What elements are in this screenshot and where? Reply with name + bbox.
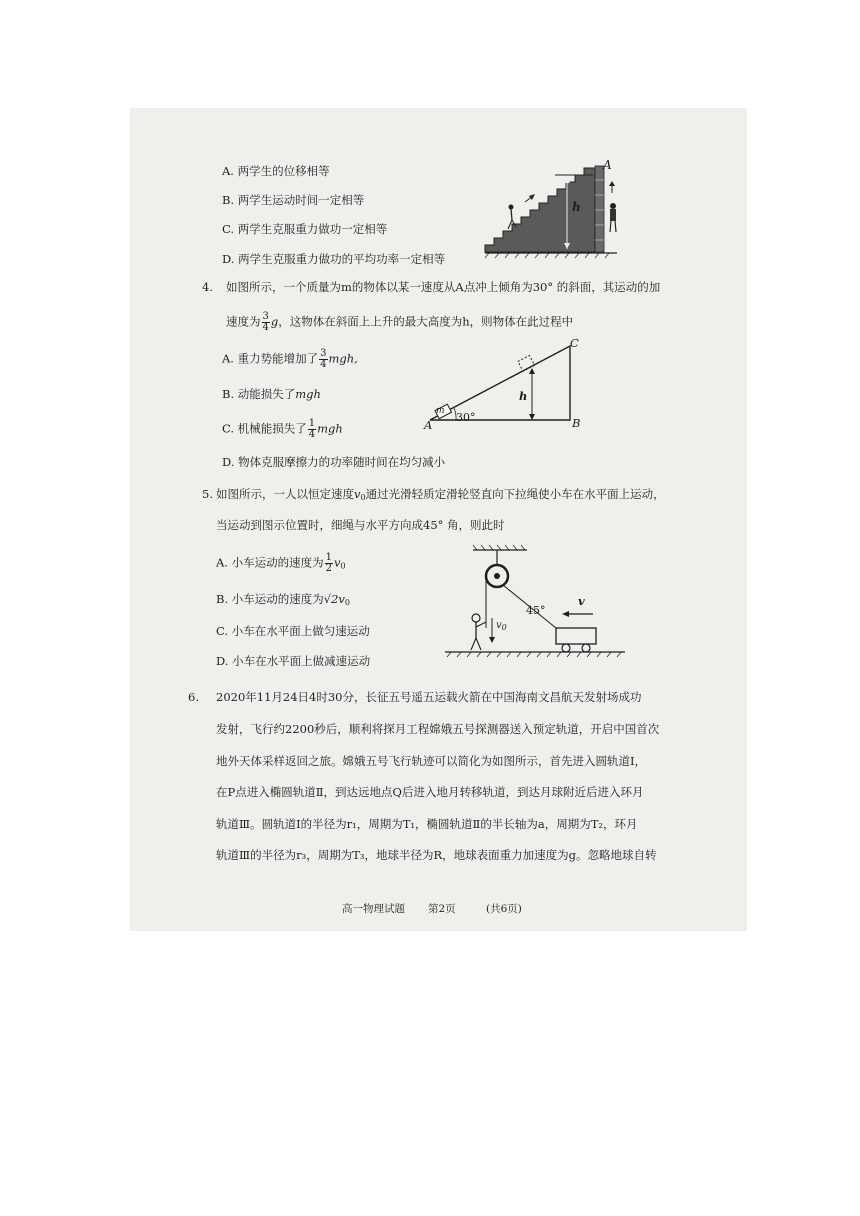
- q6-number: 6.: [188, 690, 199, 704]
- q4-label-c: C: [570, 336, 579, 350]
- exam-page: [130, 108, 747, 931]
- q5-option-d: D. 小车在水平面上做减速运动: [216, 654, 371, 668]
- q4-label-a: A: [424, 418, 433, 432]
- footer-total: (共6页): [486, 903, 522, 915]
- q6-line-5: 轨道Ⅲ。圆轨道Ⅰ的半径为r₁，周期为T₁，椭圆轨道Ⅱ的半长轴为a，周期为T₂，环月: [216, 817, 638, 831]
- q3-option-b: B. 两学生运动时间一定相等: [222, 193, 365, 207]
- q5-label-angle: 45°: [526, 604, 546, 617]
- q4-label-b: B: [572, 416, 581, 430]
- q4-number: 4.: [202, 280, 213, 294]
- q5-option-b: B. 小车运动的速度为$√2v_0$: [216, 592, 351, 607]
- q6-line-3: 地外天体采样返回之旅。嫦娥五号飞行轨迹可以简化为如图所示，首先进入圆轨道Ⅰ，: [216, 754, 647, 768]
- q6-line-1: 2020年11月24日4时30分，长征五号遥五运载火箭在中国海南文昌航天发射场成功: [216, 690, 642, 704]
- q4-line2: 速度为 $\frac{3}{4}$ g，这物体在斜面上上升的最大高度为h，则物体在此过程中: [226, 311, 574, 333]
- q4-line1: 如图所示，一个质量为m的物体以某一速度从A点冲上倾角为30° 的斜面，其运动的加: [226, 280, 661, 294]
- q3-label-h: h: [572, 200, 581, 214]
- q5-line2: 当运动到图示位置时，细绳与水平方向成45° 角，则此时: [216, 518, 505, 532]
- q5-label-v: v: [578, 594, 585, 608]
- q5-line1: 如图所示，一人以恒定速度$v_0$通过光滑轻质定滑轮竖直向下拉绳使小车在水平面上运动，: [216, 487, 665, 502]
- q4-label-angle: 30°: [456, 411, 476, 424]
- q4-label-m: m: [436, 406, 445, 416]
- q4-option-c: C. 机械能损失了 $\frac{1}{4}$ mgh: [222, 418, 343, 440]
- q5-option-a: A. 小车运动的速度为 $\frac{1}{2}$ $v_0$: [216, 552, 346, 574]
- q5-label-v0: $v_0$: [496, 620, 507, 632]
- q5-number: 5.: [202, 487, 213, 501]
- q4-incline-figure: [420, 340, 585, 432]
- q6-line-2: 发射，飞行约2200秒后，顺利将探月工程嫦娥五号探测器送入预定轨道，开启中国首次: [216, 722, 660, 736]
- q4-option-b: B. 动能损失了mgh: [222, 387, 321, 401]
- footer-page: 第2页: [428, 903, 456, 915]
- q6-line-4: 在P点进入椭圆轨道Ⅱ，到达远地点Q后进入地月转移轨道，到达月球附近后进入环月: [216, 785, 644, 799]
- q3-option-a: A. 两学生的位移相等: [222, 164, 330, 178]
- q3-option-c: C. 两学生克服重力做功一定相等: [222, 222, 388, 236]
- footer-title: 高一物理试题: [342, 903, 405, 915]
- q4-option-d: D. 物体克服摩擦力的功率随时间在均匀减小: [222, 455, 446, 469]
- q5-option-c: C. 小车在水平面上做匀速运动: [216, 624, 370, 638]
- q3-label-a: A: [603, 158, 612, 172]
- q4-label-h: h: [519, 389, 528, 403]
- q4-option-a: A. 重力势能增加了 $\frac{3}{4}$ mgh,: [222, 348, 358, 370]
- q3-stairs-figure: [485, 160, 625, 265]
- q6-line-6: 轨道Ⅲ的半径为r₃，周期为T₃，地球半径为R，地球表面重力加速度为g。忽略地球自转: [216, 848, 657, 862]
- q3-option-d: D. 两学生克服重力做功的平均功率一定相等: [222, 252, 446, 266]
- q4-accel-fraction: $\frac{3}{4}$: [262, 311, 269, 333]
